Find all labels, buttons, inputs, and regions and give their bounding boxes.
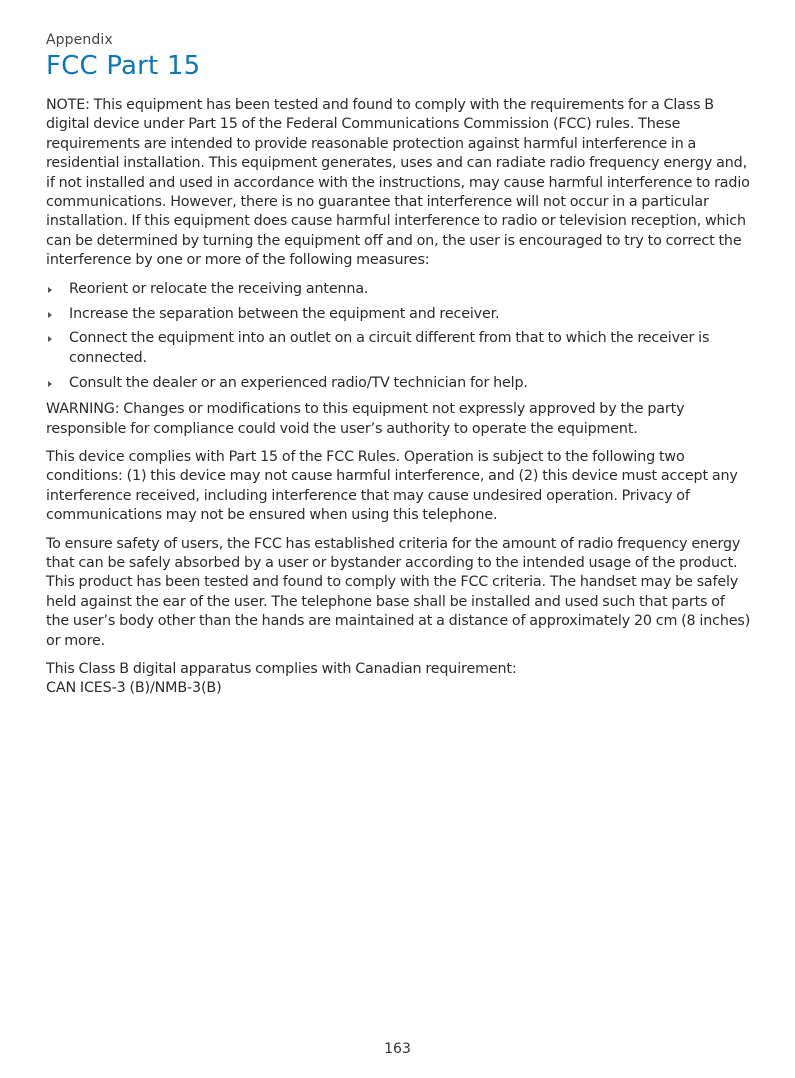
canada-code: CAN ICES-3 (B)/NMB-3(B) <box>46 680 222 697</box>
section-label: Appendix <box>46 32 113 48</box>
page-number: 163 <box>384 1041 411 1057</box>
list-item-text: Connect the equipment into an outlet on a circuit different from that to which the receiver is connected. <box>69 330 710 366</box>
bullet-arrow-icon <box>48 312 52 318</box>
list-item <box>46 374 751 393</box>
list-item <box>46 329 751 368</box>
document-page <box>46 30 751 708</box>
list-item-text: Reorient or relocate the receiving antenna. <box>69 280 369 297</box>
measures-list <box>46 280 751 394</box>
compliance-paragraph: This device complies with Part 15 of the FCC Rules. Operation is subject to the following two conditions: (1) this device may not cause harmful interference, and (2) this device must accept any interference received, including interference that may cause undesired operation. Privacy of communications may not be ensured when using this telephone. <box>46 449 738 524</box>
bullet-arrow-icon <box>48 336 52 342</box>
note-paragraph: NOTE: This equipment has been tested and found to comply with the requirements for a Class B digital device under Part 15 of the Federal Communications Commission (FCC) rules. These requirements are intended to provide reasonable protection against harmful interference in a residential installation. This equipment generates, uses and can radiate radio frequency energy and, if not installed and used in accordance with the instructions, may cause harmful interference to radio communications. However, there is no guarantee that interference will not occur in a particular installation. If this equipment does cause harmful interference to radio or television reception, which can be determined by turning the equipment off and on, the user is encouraged to try to correct the interference by one or more of the following measures: <box>46 97 750 269</box>
list-item-text: Increase the separation between the equipment and receiver. <box>69 305 500 322</box>
list-item <box>46 305 751 324</box>
page-title: FCC Part 15 <box>46 51 201 81</box>
bullet-arrow-icon <box>48 381 52 387</box>
list-item-text: Consult the dealer or an experienced radio/TV technician for help. <box>69 374 528 391</box>
canada-statement: This Class B digital apparatus complies with Canadian requirement: <box>46 661 517 678</box>
warning-paragraph: WARNING: Changes or modifications to this equipment not expressly approved by the party responsible for compliance could void the user’s authority to operate the equipment. <box>46 401 685 437</box>
safety-paragraph: To ensure safety of users, the FCC has established criteria for the amount of radio frequency energy that can be safely absorbed by a user or bystander according to the intended usage of the product. This product has been tested and found to comply with the FCC criteria. The handset may be safely held against the ear of the user. The telephone base shall be installed and used such that parts of the user’s body other than the hands are maintained at a distance of approximately 20 cm (8 inches) or more. <box>46 535 751 649</box>
list-item <box>46 280 751 299</box>
bullet-arrow-icon <box>48 287 52 293</box>
